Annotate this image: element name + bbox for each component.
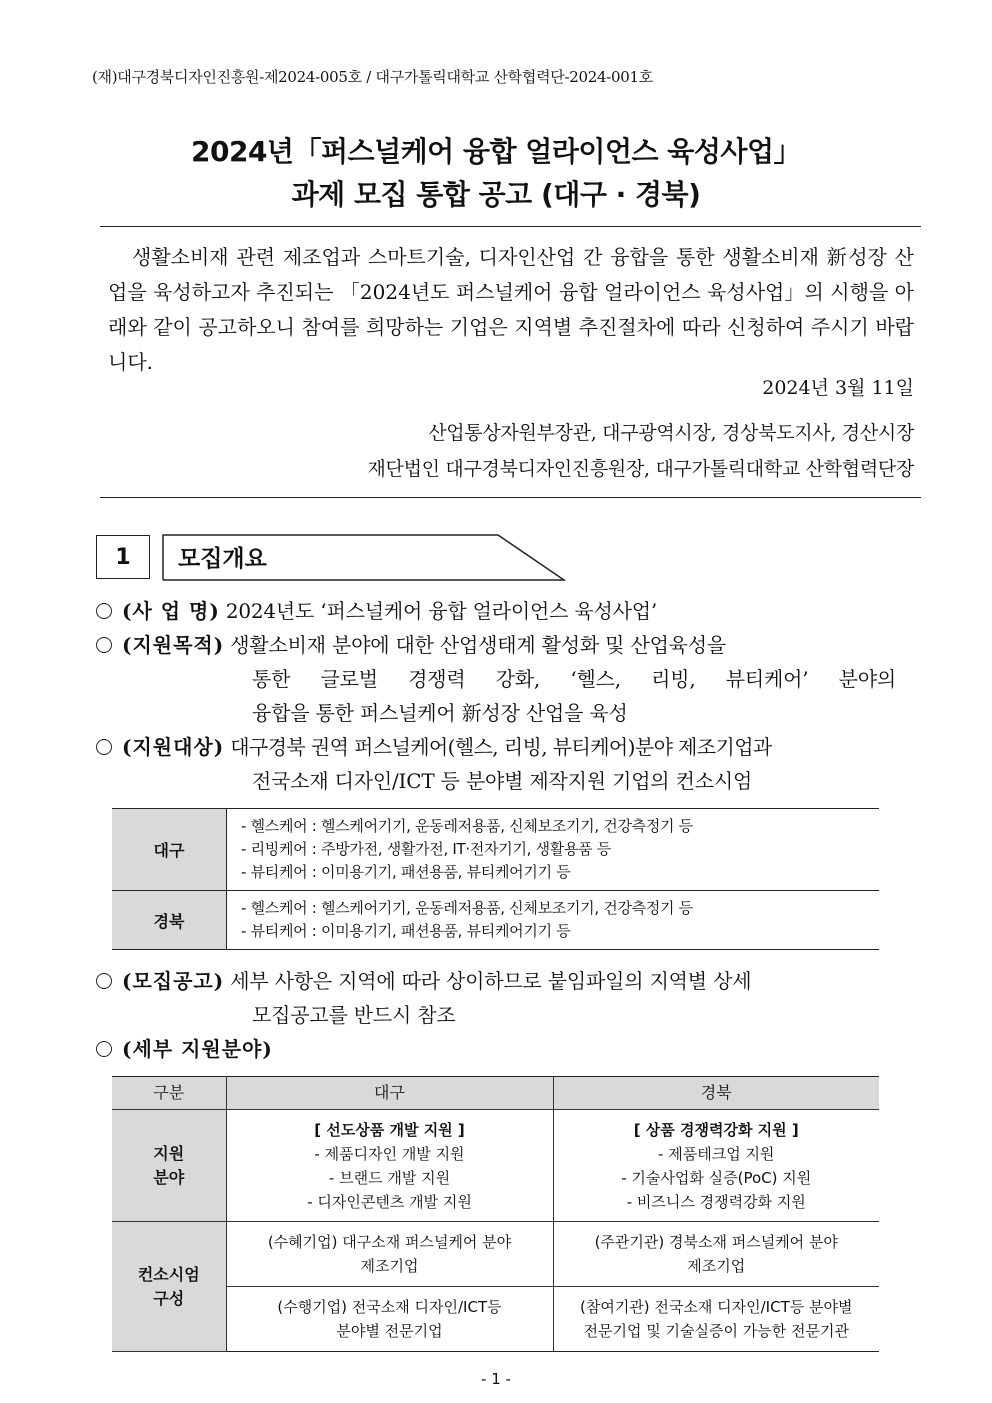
bullet-circle-icon (96, 1041, 112, 1057)
cell-line: (주관기관) 경북소재 퍼스널케어 분야 (594, 1233, 838, 1251)
support-field-table (112, 1076, 879, 1352)
page-title-line1: 2024년「퍼스널케어 융합 얼라이언스 육성사업」 (191, 135, 801, 168)
bullet-target (96, 730, 772, 764)
cell-line: 분야별 전문기업 (336, 1322, 443, 1340)
row-header-line: 분야 (153, 1167, 185, 1187)
bullet-purpose (96, 628, 726, 662)
region-daegu-header: 대구 (112, 809, 227, 891)
cell-line: (수혜기업) 대구소재 퍼스널케어 분야 (267, 1233, 512, 1251)
bullet-label: (사 업 명) (122, 599, 220, 623)
bullet-value: 2024년도 ‘퍼스널케어 융합 얼라이언스 육성사업’ (225, 599, 658, 623)
region-gyeongbuk-content (227, 891, 880, 950)
page-number: - 1 - (481, 1370, 511, 1388)
list-item: - 제품디자인 개발 지원 (314, 1144, 465, 1163)
bullet-value: 세부 사항은 지역에 따라 상이하므로 붙임파일의 지역별 상세 (230, 969, 752, 993)
bullet-label: (모집공고) (122, 969, 225, 993)
title-divider (100, 226, 921, 227)
list-item: - 기술사업화 실증(PoC) 지원 (621, 1168, 812, 1187)
bullet-circle-icon (96, 739, 112, 755)
target-line2: 전국소재 디자인/ICT 등 분야별 제작지원 기업의 컨소시엄 (252, 769, 753, 793)
list-item: - 헬스케어 : 헬스케어기기, 운동레저용품, 신체보조기기, 건강측정기 등 (241, 817, 693, 835)
recruit-line2: 모집공고를 반드시 참조 (252, 1003, 456, 1027)
daegu-support-field-cell (226, 1110, 553, 1222)
table-row (112, 1110, 879, 1222)
list-item: - 뷰티케어 : 이미용기기, 패션용품, 뷰티케어기기 등 (241, 922, 571, 940)
bullet-circle-icon (96, 973, 112, 989)
document-number: (재)대구경북디자인진흥원-제2024-005호 / 대구가톨릭대학교 산학협력단-2024-001호 (92, 68, 653, 86)
row-header-support-field (112, 1110, 226, 1222)
cell-line: 제조기업 (360, 1257, 419, 1275)
issuers-line1: 산업통상자원부장관, 대구광역시장, 경상북도지사, 경산시장 (428, 422, 914, 444)
cell-line: 제조기업 (687, 1257, 746, 1275)
purpose-line3: 융합을 통한 퍼스널케어 新성장 산업을 육성 (252, 701, 628, 725)
cell-line: (참여기관) 전국소재 디자인/ICT등 분야별 (580, 1298, 853, 1316)
region-table (112, 808, 879, 950)
list-item: - 헬스케어 : 헬스케어기기, 운동레저용품, 신체보조기기, 건강측정기 등 (241, 899, 693, 917)
row-header-line: 구성 (153, 1288, 185, 1308)
table-row (112, 809, 879, 891)
region-daegu-content (227, 809, 880, 891)
intro-divider (100, 497, 921, 498)
list-item: - 뷰티케어 : 이미용기기, 패션용품, 뷰티케어기기 등 (241, 863, 571, 881)
list-item: - 비즈니스 경쟁력강화 지원 (626, 1192, 806, 1211)
cell-heading: [ 상품 경쟁력강화 지원 ] (633, 1120, 799, 1139)
gyeongbuk-consortium-cell-2 (553, 1287, 879, 1352)
row-header-consortium (112, 1222, 226, 1352)
column-header-gyeongbuk: 경북 (553, 1077, 879, 1110)
cell-line: (수행기업) 전국소재 디자인/ICT등 (277, 1298, 502, 1316)
table-header-row (112, 1077, 879, 1110)
cell-heading: [ 선도상품 개발 지원 ] (314, 1120, 465, 1139)
issuers-line2: 재단법인 대구경북디자인진흥원장, 대구가톨릭대학교 산학협력단장 (367, 458, 914, 480)
list-item: - 리빙케어 : 주방가전, 생활가전, IT·전자기기, 생활용품 등 (241, 840, 611, 858)
bullet-project-name (96, 594, 657, 628)
bullet-label: (지원대상) (122, 735, 225, 759)
list-item: - 디자인콘텐츠 개발 지원 (307, 1192, 472, 1211)
cell-line: 전문기업 및 기술실증이 가능한 전문기관 (583, 1322, 849, 1340)
section-number: 1 (96, 535, 150, 579)
daegu-consortium-cell-1 (226, 1222, 553, 1287)
table-row (112, 1222, 879, 1287)
bullet-detail (96, 1032, 273, 1066)
purpose-line2: 통한 글로벌 경쟁력 강화, ‘헬스, 리빙, 뷰티케어’ 분야의 (252, 667, 896, 691)
gyeongbuk-consortium-cell-1 (553, 1222, 879, 1287)
bullet-value: 생활소비재 분야에 대한 산업생태계 활성화 및 산업육성을 (230, 633, 727, 657)
bullet-label: (세부 지원분야) (122, 1037, 273, 1061)
gyeongbuk-support-field-cell (553, 1110, 879, 1222)
page-title-line2: 과제 모집 통합 공고 (대구 · 경북) (291, 178, 701, 211)
list-item: - 제품테크업 지원 (658, 1144, 775, 1163)
notice-date: 2024년 3월 11일 (762, 377, 914, 399)
row-header-line: 컨소시엄 (137, 1264, 200, 1284)
section-title: 모집개요 (178, 546, 267, 572)
bullet-circle-icon (96, 603, 112, 619)
column-header-daegu: 대구 (226, 1077, 553, 1110)
bullet-recruit (96, 964, 751, 998)
bullet-label: (지원목적) (122, 633, 225, 657)
bullet-value: 대구경북 권역 퍼스널케어(헬스, 리빙, 뷰티케어)분야 제조기업과 (230, 735, 772, 759)
daegu-consortium-cell-2 (226, 1287, 553, 1352)
list-item: - 브랜드 개발 지원 (328, 1168, 451, 1187)
table-row (112, 1287, 879, 1352)
region-gyeongbuk-header: 경북 (112, 891, 227, 950)
table-row (112, 891, 879, 950)
intro-paragraph: 생활소비재 관련 제조업과 스마트기술, 디자인산업 간 융합을 통한 생활소비재 新성장 산업을 육성하고자 추진되는 「2024년도 퍼스널케어 융합 얼라이언스 육성사업」의 시행을 아래와 같이 공고하오니 참여를 희망하는 기업은 지역별 추진절차에 따라 신청하여 주시기 바랍니다. (108, 245, 914, 374)
column-header-category: 구분 (112, 1077, 226, 1110)
bullet-circle-icon (96, 637, 112, 653)
row-header-line: 지원 (153, 1143, 185, 1163)
